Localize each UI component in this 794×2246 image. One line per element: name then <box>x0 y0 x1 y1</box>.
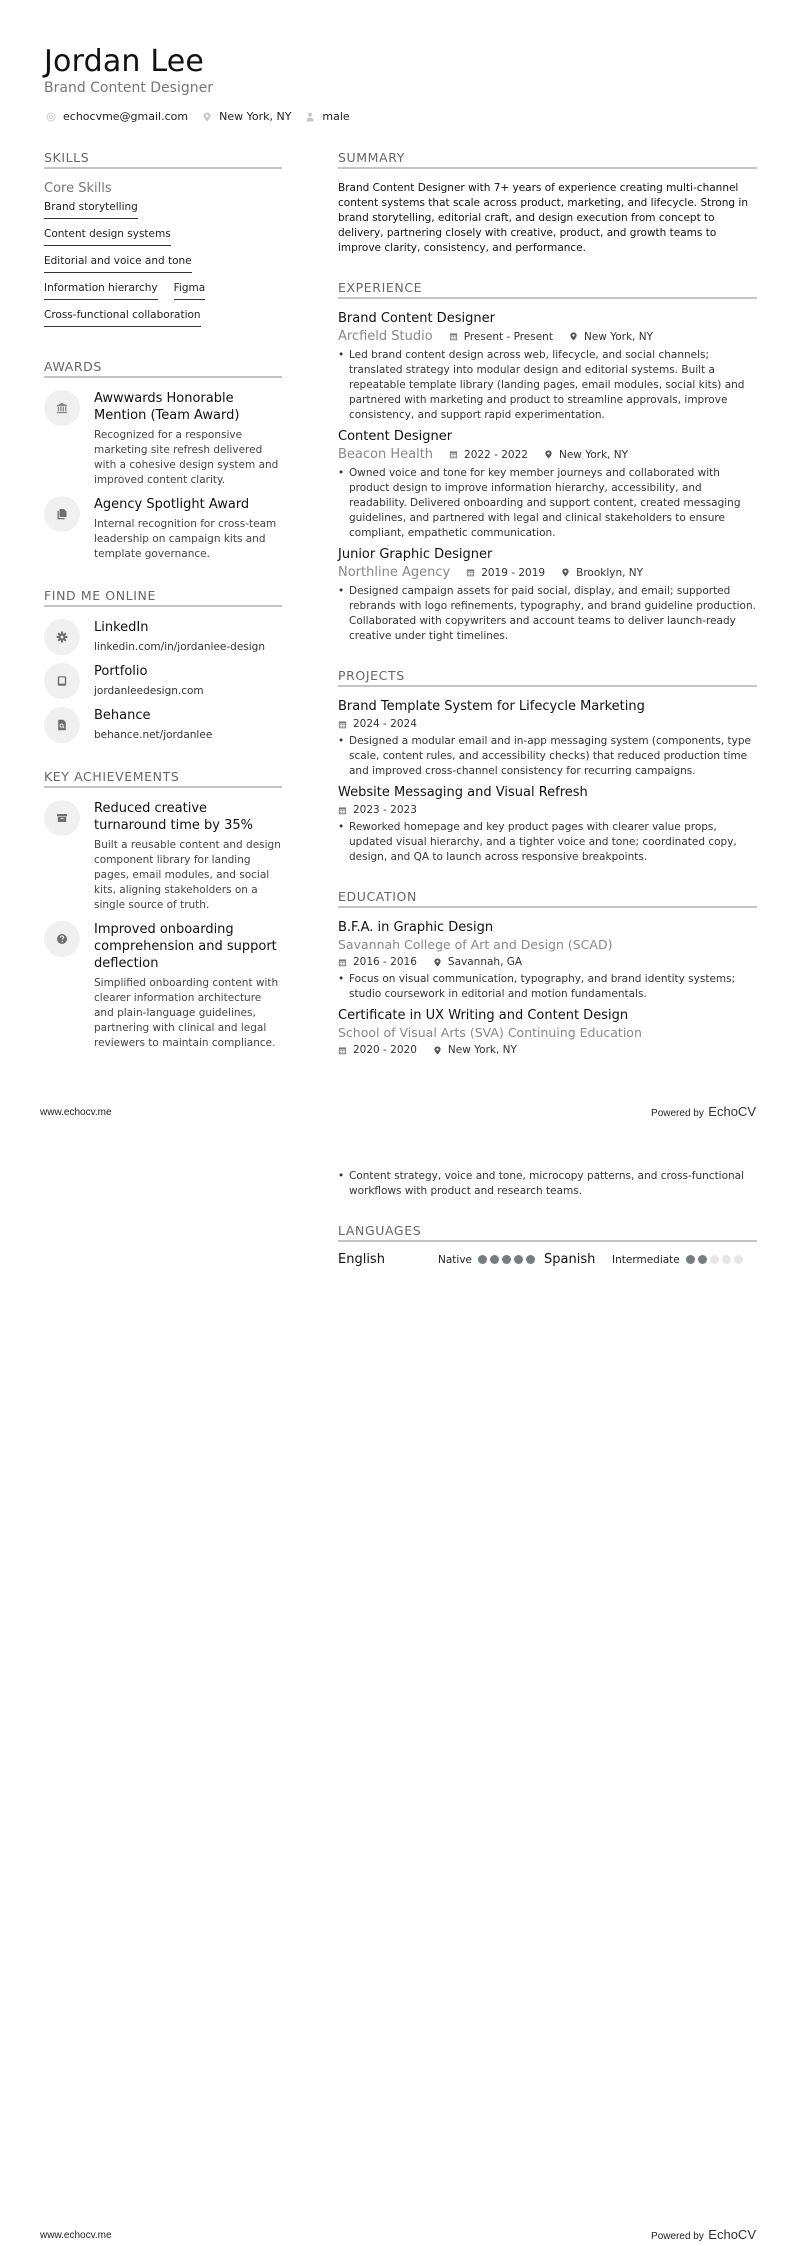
left-column <box>44 150 282 1051</box>
online-title: LinkedIn <box>94 620 149 635</box>
skill-chip: Content design systems <box>44 225 171 246</box>
map-pin-icon <box>433 1046 442 1055</box>
education-entry <box>338 920 757 1002</box>
rating-dot-filled <box>478 1255 487 1264</box>
candidate-name: Jordan Lee <box>44 44 205 79</box>
calendar-icon <box>449 332 458 341</box>
language-name: Spanish <box>544 1252 596 1267</box>
portfolio-link[interactable]: jordanleedesign.com <box>94 685 204 697</box>
project-bullet: • Designed a modular email and in-app messaging system (components, type scale, content rules, and accessibility checks) that reduced production time and improved cross-channel consistency for recurring campaigns. <box>338 734 757 779</box>
school-name: Savannah College of Art and Design (SCAD) <box>338 937 613 952</box>
project-entry <box>338 699 757 779</box>
project-dates <box>338 804 417 816</box>
project-dates-text: 2023 - 2023 <box>353 804 417 816</box>
awards-section <box>44 359 282 562</box>
award-item <box>44 496 282 562</box>
bank-icon <box>56 402 68 414</box>
school-name: School of Visual Arts (SVA) Continuing Education <box>338 1025 642 1040</box>
calendar-icon <box>338 958 347 967</box>
job-title: Junior Graphic Designer <box>338 547 493 562</box>
award-item <box>44 390 282 488</box>
languages-list <box>338 1252 757 1267</box>
experience-entry <box>338 311 757 423</box>
achievement-description: Built a reusable content and design component library for landing pages, email modules, and social kits, aligning stakeholders on a single source of truth. <box>94 839 281 911</box>
footer-url[interactable]: www.echocv.me <box>40 1106 112 1118</box>
projects-heading: PROJECTS <box>338 668 757 687</box>
job-location-text: New York, NY <box>558 448 628 461</box>
project-title: Website Messaging and Visual Refresh <box>338 785 588 800</box>
behance-link[interactable]: behance.net/jordanlee <box>94 729 213 741</box>
rating-dot-filled <box>502 1255 511 1264</box>
contact-gender-text: male <box>322 110 350 123</box>
rating-dot-filled <box>490 1255 499 1264</box>
company-name: Arcfield Studio <box>338 329 433 344</box>
award-icon-circle <box>44 496 80 532</box>
achievement-icon-circle <box>44 921 80 957</box>
job-location-text: Brooklyn, NY <box>576 566 644 579</box>
award-title: Agency Spotlight Award <box>94 497 250 512</box>
powered-by-label: Powered by <box>651 2231 704 2242</box>
education-dates <box>338 956 417 968</box>
gear-icon <box>56 631 68 643</box>
award-description: Recognized for a responsive marketing site refresh delivered with a cohesive design system and improved content clarity. <box>94 429 279 486</box>
book-icon <box>56 675 68 687</box>
skill-chip: Cross-functional collaboration <box>44 306 201 327</box>
calendar-icon <box>449 450 458 459</box>
linkedin-link[interactable]: linkedin.com/in/jordanlee-design <box>94 641 265 653</box>
language-rating <box>686 1255 746 1264</box>
project-entry <box>338 785 757 865</box>
job-bullet-text: Led brand content design across web, lifecycle, and social channels; translated strategy into modular design and editorial systems. Built a repeatable template library (landing pages, email modules, social kits) and partnered with marketing and product to streamline approvals, improve consistency, and support rapid experimentation. <box>349 349 745 421</box>
job-dates <box>466 567 545 579</box>
footer-powered-by <box>651 1103 756 1121</box>
achievements-heading: KEY ACHIEVEMENTS <box>44 769 282 788</box>
file-search-icon <box>56 719 68 731</box>
languages-section <box>338 1223 757 1267</box>
degree-title: Certificate in UX Writing and Content Design <box>338 1008 629 1023</box>
job-bullet: • Owned voice and tone for key member journeys and collaborated with product design to improve information hierarchy, accessibility, and readability. Delivered onboarding and support content, created messaging guidelines, and partnered with legal and clinical stakeholders to ensure compliant, empathetic communication. <box>338 466 757 541</box>
question-icon <box>56 933 68 945</box>
skills-section <box>44 150 282 333</box>
online-icon-circle <box>44 619 80 655</box>
skills-heading: SKILLS <box>44 150 282 169</box>
experience-entry <box>338 429 757 541</box>
education-continued <box>338 1169 757 1199</box>
person-icon <box>305 112 315 122</box>
project-dates-text: 2024 - 2024 <box>353 718 417 730</box>
skills-list <box>44 198 282 333</box>
job-bullet: • Designed campaign assets for paid social, display, and email; supported rebrands with logo refinements, typography, and brand guideline production. Collaborated with copywriters and account teams to deliver launch-ready creative under tight timelines. <box>338 585 756 642</box>
job-title: Brand Content Designer <box>338 311 495 326</box>
online-title: Portfolio <box>94 664 148 679</box>
skill-chip: Brand storytelling <box>44 198 138 219</box>
skill-chip: Editorial and voice and tone <box>44 252 192 273</box>
experience-entry <box>338 547 757 644</box>
achievement-description: Simplified onboarding content with clearer information architecture and plain-language guidelines, partnering with clinical and legal reviewers to maintain compliance. <box>94 977 279 1049</box>
achievement-item <box>44 921 282 1051</box>
online-icon-circle <box>44 707 80 743</box>
powered-by-label: Powered by <box>651 1108 704 1119</box>
education-bullet-text: Content strategy, voice and tone, microcopy patterns, and cross-functional workflows with product and research teams. <box>349 1170 745 1197</box>
achievements-section <box>44 769 282 1051</box>
page-footer <box>40 1103 756 1121</box>
summary-section <box>338 150 757 256</box>
map-pin-icon <box>569 332 578 341</box>
language-level: Intermediate <box>612 1253 680 1266</box>
job-dates-text: 2019 - 2019 <box>481 566 546 579</box>
job-location <box>544 449 628 461</box>
footer-url[interactable]: www.echocv.me <box>40 2229 112 2241</box>
online-icon-circle <box>44 663 80 699</box>
online-section <box>44 588 282 743</box>
footer-brand[interactable]: EchoCV <box>708 1104 756 1119</box>
job-location-text: New York, NY <box>583 330 653 343</box>
contact-email[interactable] <box>46 110 188 123</box>
project-bullet-text: Designed a modular email and in-app messaging system (components, type scale, content rules, and accessibility checks) that reduced production time and improved cross-channel consistency for recurring campaigns. <box>349 735 752 777</box>
project-dates <box>338 718 417 730</box>
online-item <box>44 707 282 743</box>
map-pin-icon <box>433 958 442 967</box>
resume-page-2 <box>0 1123 794 2246</box>
job-dates-text: Present - Present <box>463 330 553 343</box>
contact-location <box>202 110 291 123</box>
education-location-text: Savannah, GA <box>447 956 523 968</box>
education-dates-text: 2020 - 2020 <box>353 1044 417 1056</box>
language-name: English <box>338 1252 385 1267</box>
project-bullet-text: Reworked homepage and key product pages with clearer value props, updated visual hierarchy, and a tighter voice and tone; coordinated copy, design, and QA to launch across responsive breakpoints. <box>349 821 737 863</box>
contact-location-text: New York, NY <box>219 110 292 123</box>
documents-icon <box>56 508 68 520</box>
achievement-icon-circle <box>44 800 80 836</box>
job-bullet-text: Owned voice and tone for key member journeys and collaborated with product design to improve information hierarchy, accessibility, and readability. Delivered onboarding and support content, created messaging guidelines, and partnered with legal and clinical stakeholders to ensure compliant, empathetic communication. <box>349 467 741 539</box>
job-dates-text: 2022 - 2022 <box>464 448 528 461</box>
achievement-title: Reduced creative turnaround time by 35% <box>94 801 254 833</box>
calendar-icon <box>466 568 475 577</box>
rating-dot-filled <box>686 1255 695 1264</box>
project-title: Brand Template System for Lifecycle Marketing <box>338 699 645 714</box>
calendar-icon <box>338 806 347 815</box>
award-description: Internal recognition for cross-team leadership on campaign kits and template governance. <box>94 518 277 560</box>
language-rating <box>478 1255 538 1264</box>
education-bullet: • Content strategy, voice and tone, microcopy patterns, and cross-functional workflows with product and research teams. <box>338 1169 757 1199</box>
job-bullet-text: Designed campaign assets for paid social, display, and email; supported rebrands with logo refinements, typography, and brand guideline production. Collaborated with copywriters and account teams to deliver launch-ready creative under tight timelines. <box>349 585 756 642</box>
page-footer <box>40 2226 756 2244</box>
job-location <box>569 331 653 343</box>
online-title: Behance <box>94 708 151 723</box>
map-pin-icon <box>544 450 553 459</box>
summary-heading: SUMMARY <box>338 150 757 169</box>
contact-email-text: echocvme@gmail.com <box>63 110 189 123</box>
skills-group-title: Core Skills <box>44 181 112 196</box>
award-icon-circle <box>44 390 80 426</box>
at-icon <box>46 112 56 122</box>
rating-dot-filled <box>526 1255 535 1264</box>
job-location <box>561 567 643 579</box>
rating-dot-empty <box>734 1255 743 1264</box>
education-dates-text: 2016 - 2016 <box>353 956 417 968</box>
rating-dot-filled <box>698 1255 707 1264</box>
education-heading: EDUCATION <box>338 889 757 908</box>
map-pin-icon <box>202 112 212 122</box>
online-heading: FIND ME ONLINE <box>44 588 282 607</box>
summary-text: Brand Content Designer with 7+ years of experience creating multi-channel content systems that scale across product, marketing, and lifecycle. Strong in brand storytelling, editorial craft, and design execution from concept to delivery, partnering closely with creative, product, and growth teams to improve clarity, consistency, and performance. <box>338 182 749 254</box>
footer-powered-by <box>651 2226 756 2244</box>
contact-gender <box>305 110 349 123</box>
company-name: Beacon Health <box>338 447 434 462</box>
education-location <box>433 956 522 968</box>
candidate-role: Brand Content Designer <box>44 80 213 96</box>
project-bullet: • Reworked homepage and key product pages with clearer value props, updated visual hierarchy, and a tighter voice and tone; coordinated copy, design, and QA to launch across responsive breakpoints. <box>338 820 757 865</box>
company-name: Northline Agency <box>338 565 451 580</box>
skill-chip: Figma <box>174 279 206 300</box>
skill-chip: Information hierarchy <box>44 279 158 300</box>
rating-dot-filled <box>514 1255 523 1264</box>
education-bullet: • Focus on visual communication, typography, and brand identity systems; studio coursework in editorial and motion fundamentals. <box>338 972 757 1002</box>
education-location <box>433 1044 517 1056</box>
education-bullet-text: Focus on visual communication, typography, and brand identity systems; studio coursework in editorial and motion fundamentals. <box>349 973 736 1000</box>
achievement-title: Improved onboarding comprehension and support deflection <box>94 922 277 971</box>
rating-dot-empty <box>722 1255 731 1264</box>
achievement-item <box>44 800 282 913</box>
map-pin-icon <box>561 568 570 577</box>
online-item <box>44 663 282 699</box>
projects-section <box>338 668 757 865</box>
education-section <box>338 889 757 1056</box>
rating-dot-empty <box>710 1255 719 1264</box>
contact-row <box>46 110 364 123</box>
footer-brand[interactable]: EchoCV <box>708 2227 756 2242</box>
calendar-icon <box>338 720 347 729</box>
job-dates <box>449 449 528 461</box>
language-level: Native <box>438 1253 472 1266</box>
awards-heading: AWARDS <box>44 359 282 378</box>
job-title: Content Designer <box>338 429 453 444</box>
education-location-text: New York, NY <box>447 1044 517 1056</box>
job-dates <box>449 331 553 343</box>
experience-section <box>338 280 757 644</box>
right-column-continued <box>338 1165 757 1267</box>
right-column <box>338 150 757 1056</box>
online-item <box>44 619 282 655</box>
degree-title: B.F.A. in Graphic Design <box>338 920 494 935</box>
education-dates <box>338 1044 417 1056</box>
job-bullet: • Led brand content design across web, lifecycle, and social channels; translated strategy into modular design and editorial systems. Built a repeatable template library (landing pages, email modules, social kits) and partnered with marketing and product to streamline approvals, improve consistency, and support rapid experimentation. <box>338 348 757 423</box>
languages-heading: LANGUAGES <box>338 1223 757 1242</box>
education-entry <box>338 1008 757 1056</box>
experience-heading: EXPERIENCE <box>338 280 757 299</box>
award-title: Awwwards Honorable Mention (Team Award) <box>94 391 240 423</box>
archive-icon <box>56 812 68 824</box>
calendar-icon <box>338 1046 347 1055</box>
